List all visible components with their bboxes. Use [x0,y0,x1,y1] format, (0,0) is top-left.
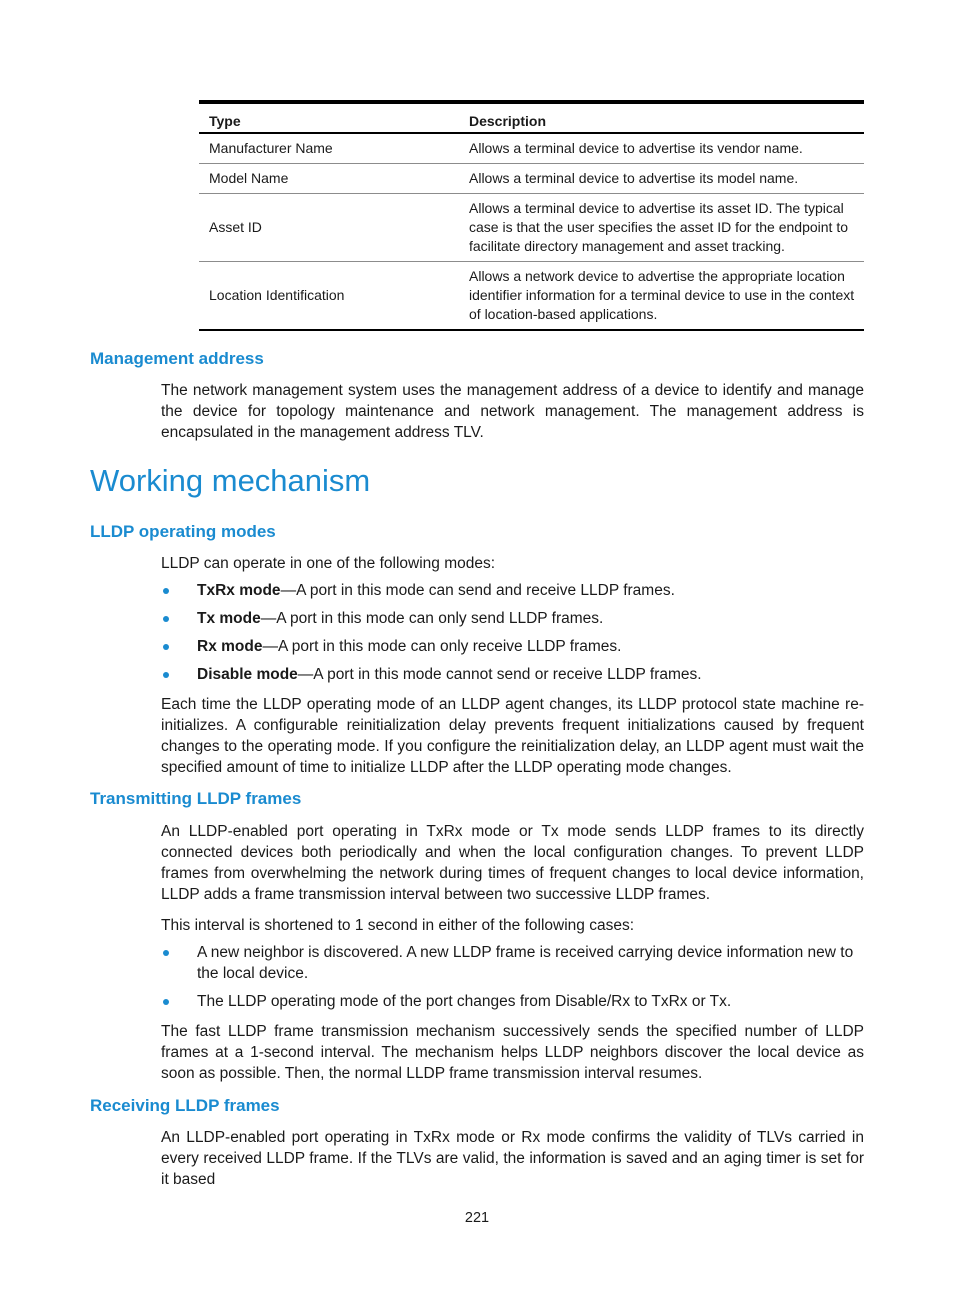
receiving-paragraph: An LLDP-enabled port operating in TxRx mode or Rx mode confirms the validity of TLVs carried in every received LLDP frame. If the TLVs are valid, the information is saved and an aging timer is set for it based [161,1129,864,1188]
table-row [199,262,864,331]
management-address-paragraph: The network management system uses the management address of a device to identify and manage the device for topology maintenance and network management. The management address is encapsulated in the management address TLV. [161,382,864,441]
mode-term: Tx mode [197,610,261,627]
page-number: 221 [464,1210,490,1226]
table-cell-type: Manufacturer Name [199,133,439,164]
operating-modes-intro: LLDP can operate in one of the following modes: [161,555,496,572]
table-cell-type: Asset ID [199,194,439,262]
bullet-icon [163,616,169,622]
mode-term: Disable mode [197,666,298,683]
operating-modes-heading: LLDP operating modes [90,522,276,541]
bullet-icon [163,588,169,594]
receiving-heading: Receiving LLDP frames [90,1096,280,1115]
mode-description: —A port in this mode can only receive LLDP frames. [262,638,622,655]
bullet-icon [163,999,169,1005]
transmitting-paragraph-3: The fast LLDP frame transmission mechanism successively sends the specified number of LLDP frames at a 1-second interval. The mechanism helps LLDP neighbors discover the local device as soon as possible. Then, the normal LLDP frame transmission interval resumes. [161,1023,864,1082]
table-cell-description: Allows a terminal device to advertise its vendor name. [439,133,864,164]
table-header-row [199,102,864,133]
table-row [199,164,864,194]
mode-term: Rx mode [197,638,263,655]
table-header-description: Description [469,113,547,129]
bullet-icon [163,950,169,956]
transmitting-paragraph-1: An LLDP-enabled port operating in TxRx mode or Tx mode sends LLDP frames to its directly connected devices both periodically and when the local configuration changes. To prevent LLDP frames from overwhelming the network during times of frequent changes to local device information, LLDP adds a frame transmission interval between two successive LLDP frames. [161,823,864,903]
table-cell-description: Allows a terminal device to advertise its asset ID. The typical case is that the user specifies the asset ID for the endpoint to facilitate directory management and asset tracking. [439,194,864,262]
list-item [161,636,864,657]
mode-description: —A port in this mode can only send LLDP frames. [260,610,604,627]
operating-modes-paragraph: Each time the LLDP operating mode of an LLDP agent changes, its LLDP protocol state machine re-initializes. A configurable reinitialization delay prevents frequent initializations caused by frequent changes to the operating mode. If you configure the reinitialization delay, an LLDP agent must wait the specified amount of time to initialize LLDP after the LLDP operating mode changes. [161,696,864,776]
table-header-type: Type [209,113,241,129]
table-row [199,133,864,164]
mode-description: —A port in this mode can send and receive LLDP frames. [280,582,675,599]
transmitting-cases-list [161,942,864,1012]
table-cell-description: Allows a network device to advertise the appropriate location identifier information for a terminal device to use in the context of location-based applications. [439,262,864,331]
mode-description: —A port in this mode cannot send or receive LLDP frames. [297,666,702,683]
table-cell-type: Location Identification [199,262,439,331]
management-address-heading: Management address [90,349,264,368]
list-item [161,991,864,1012]
transmitting-heading: Transmitting LLDP frames [90,789,302,808]
tlv-type-table [199,100,864,331]
list-item [161,608,864,629]
list-item [161,942,864,984]
list-item [161,664,864,685]
table-cell-description: Allows a terminal device to advertise its model name. [439,164,864,194]
mode-term: TxRx mode [197,582,281,599]
transmitting-paragraph-2: This interval is shortened to 1 second in either of the following cases: [161,917,635,934]
operating-modes-list [161,580,864,685]
case-text: The LLDP operating mode of the port changes from Disable/Rx to TxRx or Tx. [197,993,732,1010]
bullet-icon [163,672,169,678]
working-mechanism-heading: Working mechanism [90,463,371,498]
list-item [161,580,864,601]
bullet-icon [163,644,169,650]
case-text: A new neighbor is discovered. A new LLDP frame is received carrying device information new to the local device. [197,944,854,982]
table-cell-type: Model Name [199,164,439,194]
table-row [199,194,864,262]
